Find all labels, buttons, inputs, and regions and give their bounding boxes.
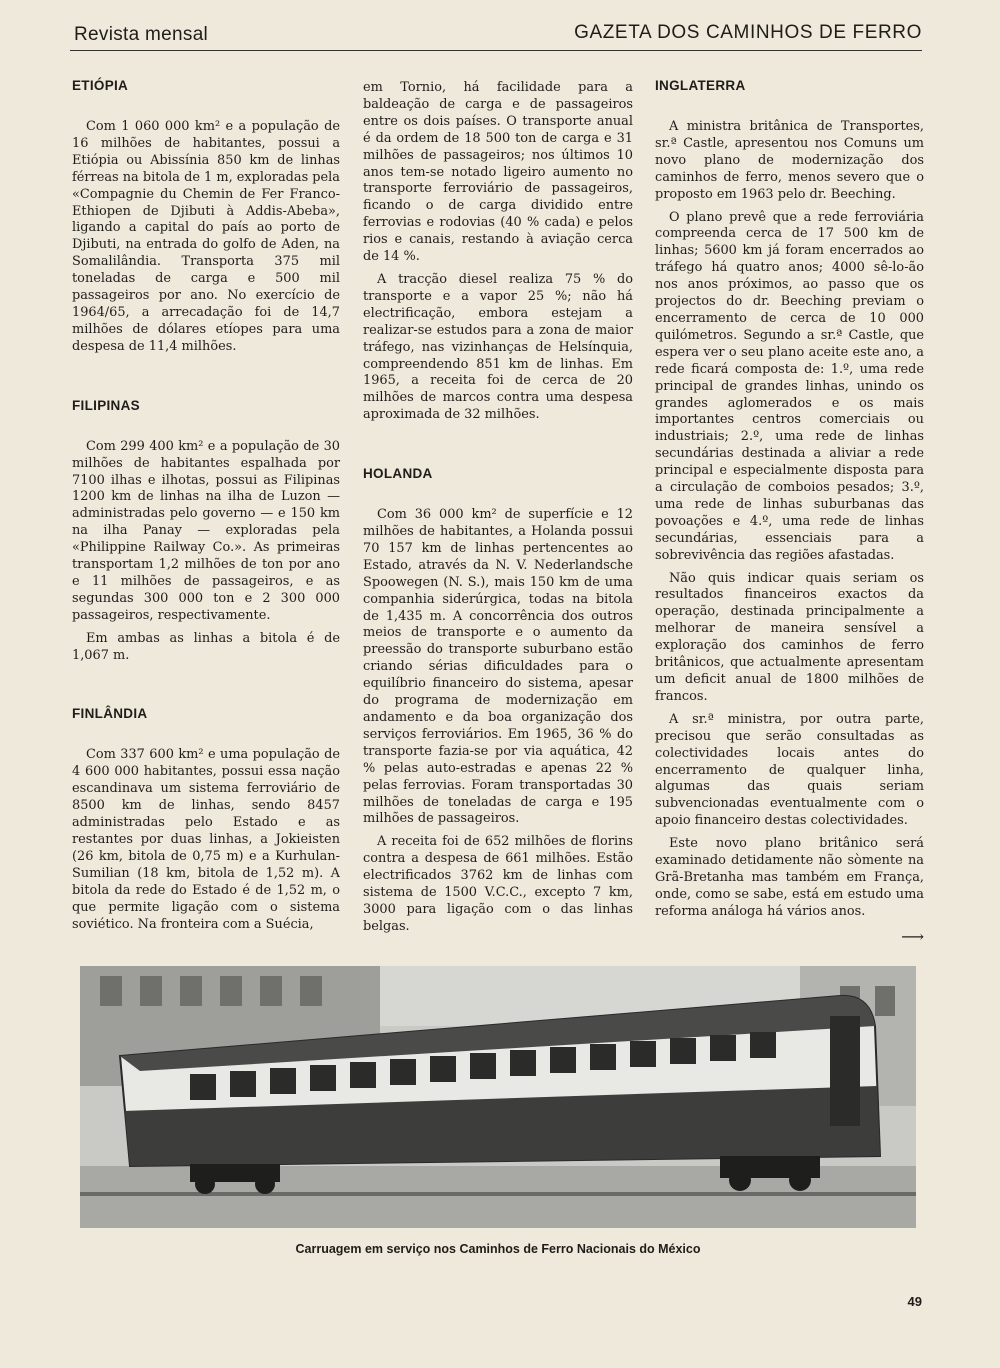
section-inglaterra bbox=[655, 78, 924, 946]
paragraph: O plano prevê que a rede ferroviária compreenda cerca de 17 500 km de linhas; 5600 km já foram encerrados ao tráfego há quatro anos; 4000 sê-lo-ão nos anos próximos, ao passo que os projectos do dr. Beeching previam o encerramento de cerca de 10 000 quilómetros. Segundo a sr.ª Castle, que espera ver o seu plano aceite este ano, a rede ficará composta de: 1.º, uma rede principal de grandes linhas, unindo os grandes aglomerados e os mais importantes centros comerciais ou industriais; 2.º, uma rede de linhas secundárias destinada a aliviar a rede principal e especialmente disposta para a circulação de comboios pesados; 3.º, uma rede de linhas suburbanas das povoações e 4.º, uma rede de linhas secundárias, essenciais para a sobrevivência das regiões afastadas. bbox=[655, 209, 924, 563]
section-title: INGLATERRA bbox=[655, 78, 746, 93]
paragraph: Em ambas as linhas a bitola é de 1,067 m. bbox=[72, 630, 340, 663]
paragraph: A tracção diesel realiza 75 % do transporte e a vapor 25 %; não há electrificação, embora estejam a realizar-se estudos para a zona de maior tráfego, nas vizinhanças de Helsínquia, compreendendo 851 km de linhas. Em 1965, a receita foi de cerca de 20 milhões de marcos contra uma despesa aproximada de 32 milhões. bbox=[363, 271, 633, 423]
figure-caption: Carruagem em serviço nos Caminhos de Ferro Nacionais do México bbox=[295, 1242, 701, 1256]
paragraph: Com 299 400 km² e a população de 30 milhões de habitantes espalhada por 7100 ilhas e ilhotas, possui as Filipinas 1200 km de linhas na ilha de Luzon — administradas pelo governo — e 150 km na ilha Panay — exploradas pela «Philippine Railway Co.». As primeiras transportam 1,2 milhões de ton por ano e 11 milhões de passageiros, e as segundas 300 000 ton e 2 300 000 passageiros, respectivamente. bbox=[72, 438, 340, 623]
paragraph: A sr.ª ministra, por outra parte, precisou que serão consultadas as colectividades locais antes do encerramento de qualquer linha, algumas das quais seriam subvencionadas eventualmente com o apoio financeiro destas colectividades. bbox=[655, 711, 924, 829]
paragraph: Com 36 000 km² de superfície e 12 milhões de habitantes, a Holanda possui 70 157 km de linhas pertencentes ao Estado, através da N. V. Nederlandsche Spoowegen (N. S.), mais 150 km de uma companhia siderúrgica, todas na bitola de 1,435 m. A concorrência dos outros meios de transporte e o aumento da preessão do transporte suburbano estão criando sérias dificuldades para o equilíbrio financeiro do sistema, apesar do programa de modernização em andamento e da boa organização dos serviços ferroviários. Em 1965, 36 % do transporte fazia-se por via aquática, 42 % pelas auto-estradas e apenas 22 % pelas ferrovias. Foram transportadas 30 milhões de toneladas de carga e 195 milhões de passageiros. bbox=[363, 507, 633, 827]
carriage-illustration bbox=[80, 966, 916, 1228]
section-title: FILIPINAS bbox=[72, 397, 140, 413]
header-rule bbox=[70, 50, 922, 51]
section-title: ETIÓPIA bbox=[72, 78, 129, 93]
column-2 bbox=[363, 80, 633, 978]
paragraph: A ministra britânica de Transportes, sr.ª Castle, apresentou nos Comuns um novo plano de modernização dos caminhos de ferro, menos severo que o proposto em 1963 pelo dr. Beeching. bbox=[655, 119, 924, 202]
section-finlandia-continued bbox=[363, 80, 633, 424]
paragraph: Com 337 600 km² e uma população de 4 600 000 habitantes, possui essa nação escandinava um sistema ferroviário de 8500 km de linhas, sendo 8457 administradas pelo Estado e as restantes por duas linhas, a Jokieisten (26 km, bitola de 0,75 m) e a Kurhulan-Sumilian (18 km, bitola de 1,52 m). A bitola da rede do Estado é de 1,52 m, o que permite ligação com o sistema soviético. Na fronteira com a Suécia, bbox=[72, 747, 340, 932]
magazine-title: GAZETA DOS CAMINHOS DE FERRO bbox=[574, 22, 922, 43]
paragraph: Com 1 060 000 km² e a população de 16 milhões de habitantes, possui a Etiópia ou Abissínia 850 km de linhas férreas na bitola de 1 m, exploradas pela «Compagnie du Chemin de Fer Franco-Ethiopen de Djibuti à Addis-Abeba», ligando a capital do país ao porto de Djibuti, na entrada do golfo de Aden, na Somalilândia. Transporta 375 mil toneladas de carga e 500 mil passageiros por ano. No exercício de 1964/65, a arrecadação foi de 14,7 milhões de dólares etíopes para uma despesa de 11,4 milhões. bbox=[72, 119, 340, 354]
column-3 bbox=[655, 78, 924, 946]
column-1 bbox=[72, 78, 340, 975]
railway-carriage-photo bbox=[80, 966, 916, 1228]
section-finlandia bbox=[72, 706, 340, 933]
section-title: FINLÂNDIA bbox=[72, 706, 148, 722]
section-holanda bbox=[363, 466, 633, 936]
paragraph: A receita foi de 652 milhões de florins contra a despesa de 661 milhões. Estão electrificados 3762 km de linhas com sistema de 1500 V.C.C., excepto 7 km, 3000 para ligação com o das linhas belgas. bbox=[363, 834, 633, 934]
continued-arrow-icon: ⟶ bbox=[901, 926, 924, 946]
section-etiopia bbox=[72, 78, 340, 356]
section-title: HOLANDA bbox=[363, 466, 433, 482]
paragraph: Este novo plano britânico será examinado detidamente não sòmente na Grã-Bretanha mas também em França, onde, como se sabe, está em estudo uma reforma análoga há vários anos. bbox=[655, 836, 924, 919]
page-number: 49 bbox=[907, 1294, 922, 1309]
section-filipinas bbox=[72, 398, 340, 665]
paragraph: em Tornio, há facilidade para a baldeação de carga e de passageiros entre os dois países. O transporte anual é da ordem de 18 500 ton de carga e 31 milhões de passageiros; nos últimos 10 anos tem-se notado ligeiro aumento no transporte ferroviário de passageiros, ficando o de carga dividido entre ferrovias e rodovias (40 % cada) e pelos rios e canais, restando à aviação cerca de 14 %. bbox=[363, 80, 633, 265]
paragraph: Não quis indicar quais seriam os resultados financeiros exactos da operação, destinada principalmente a melhorar de maneira sensível a exploração dos caminhos de ferro britânicos, que actualmente apresentam um deficit anual de 1800 milhões de francos. bbox=[655, 570, 924, 704]
magazine-frequency: Revista mensal bbox=[74, 24, 209, 45]
